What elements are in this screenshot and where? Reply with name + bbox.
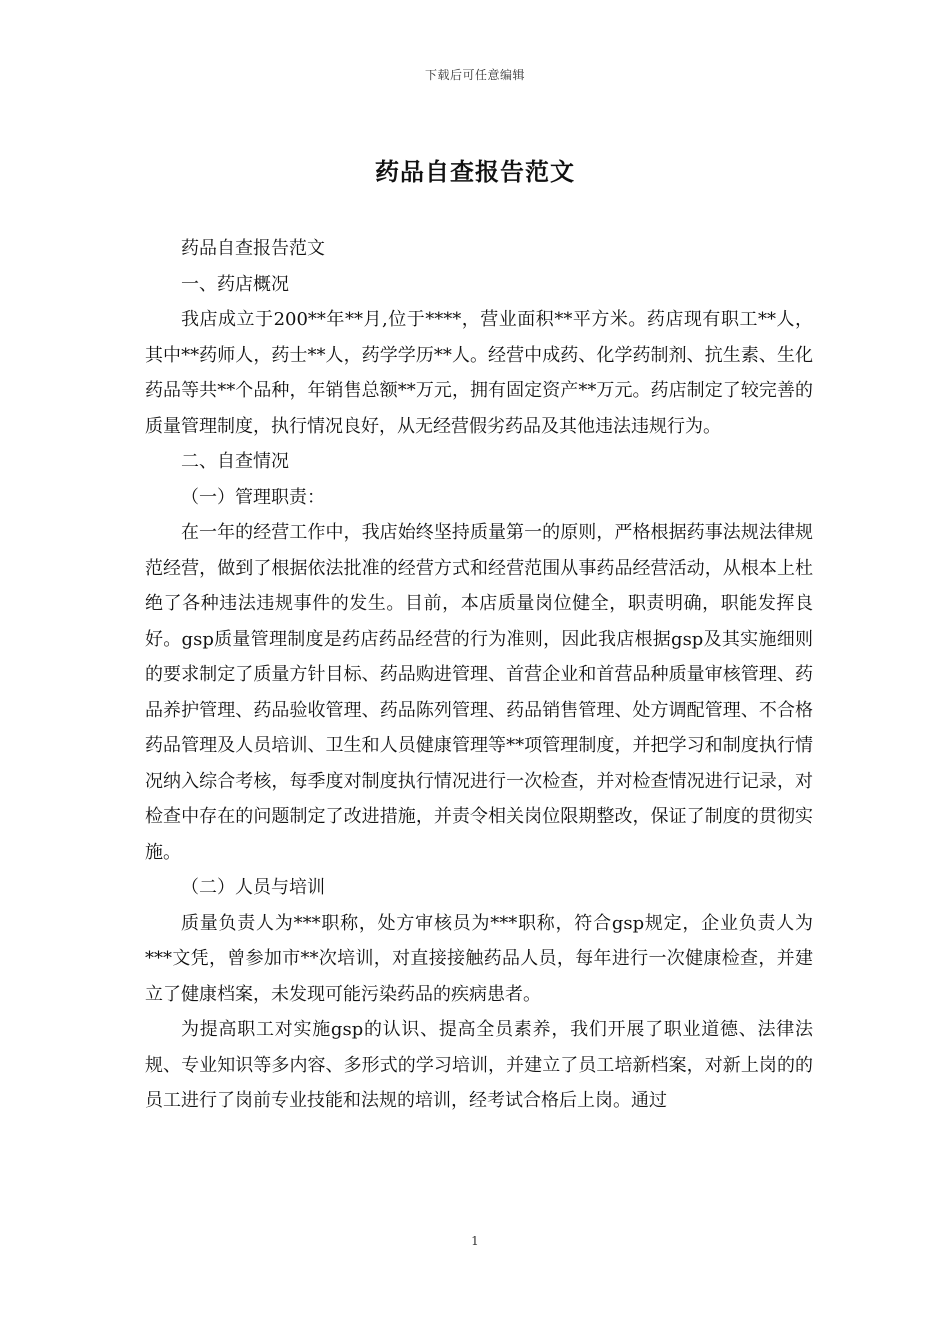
subsection-heading-personnel: （二）人员与培训 — [181, 877, 325, 898]
paragraph-personnel: 质量负责人为***职称，处方审核员为***职称，符合gsp规定，企业负责人为***文凭，曾参加市**次培训，对直接接触药品人员，每年进行一次健康检查，并建立了健康档案，未发现可能污染药品的疾病患者。 — [145, 912, 813, 1005]
section-heading-overview: 一、药店概况 — [181, 273, 289, 295]
paragraph-management: 在一年的经营工作中，我店始终坚持质量第一的原则，严格根据药事法规法律规范经营，做到了根据依法批准的经营方式和经营范围从事药品经营活动，从根本上杜绝了各种违法违规事件的发生。目前，本店质量岗位健全，职责明确，职能发挥良好。gsp质量管理制度是药店药品经营的行为准则，因此我店根据gsp及其实施细则的要求制定了质量方针目标、药品购进管理、首营企业和首营品种质量审核管理、药品养护管理、药品验收管理、药品陈列管理、药品销售管理、处方调配管理、不合格药品管理及人员培训、卫生和人员健康管理等**项管理制度，并把学习和制度执行情况纳入综合考核，每季度对制度执行情况进行一次检查，并对检查情况进行记录，对检查中存在的问题制定了改进措施，并责令相关岗位限期整改，保证了制度的贯彻实施。 — [145, 522, 813, 863]
paragraph-overview: 我店成立于200**年**月,位于****，营业面积**平方米。药店现有职工**人，其中**药师人，药士**人，药学学历**人。经营中成药、化学药制剂、抗生素、生化药品等共**个品种，年销售总额**万元，拥有固定资产**万元。药店制定了较完善的质量管理制度，执行情况良好，从无经营假劣药品及其他违法违规行为。 — [145, 309, 813, 437]
paragraph-training: 为提高职工对实施gsp的认识、提高全员素养，我们开展了职业道德、法律法规、专业知识等多内容、多形式的学习培训，并建立了员工培新档案，对新上岗的的员工进行了岗前专业技能和法规的培训，经考试合格后上岗。通过 — [145, 1019, 813, 1111]
document-title: 药品自查报告范文 — [375, 157, 575, 186]
document-body — [145, 231, 813, 1119]
page-header: 下载后可任意编辑 — [424, 68, 525, 82]
section-heading-self-check: 二、自查情况 — [181, 451, 289, 472]
page-number: 1 — [471, 1234, 479, 1248]
paragraph-doc-name: 药品自查报告范文 — [181, 238, 325, 259]
subsection-heading-management: （一）管理职责： — [181, 486, 325, 508]
